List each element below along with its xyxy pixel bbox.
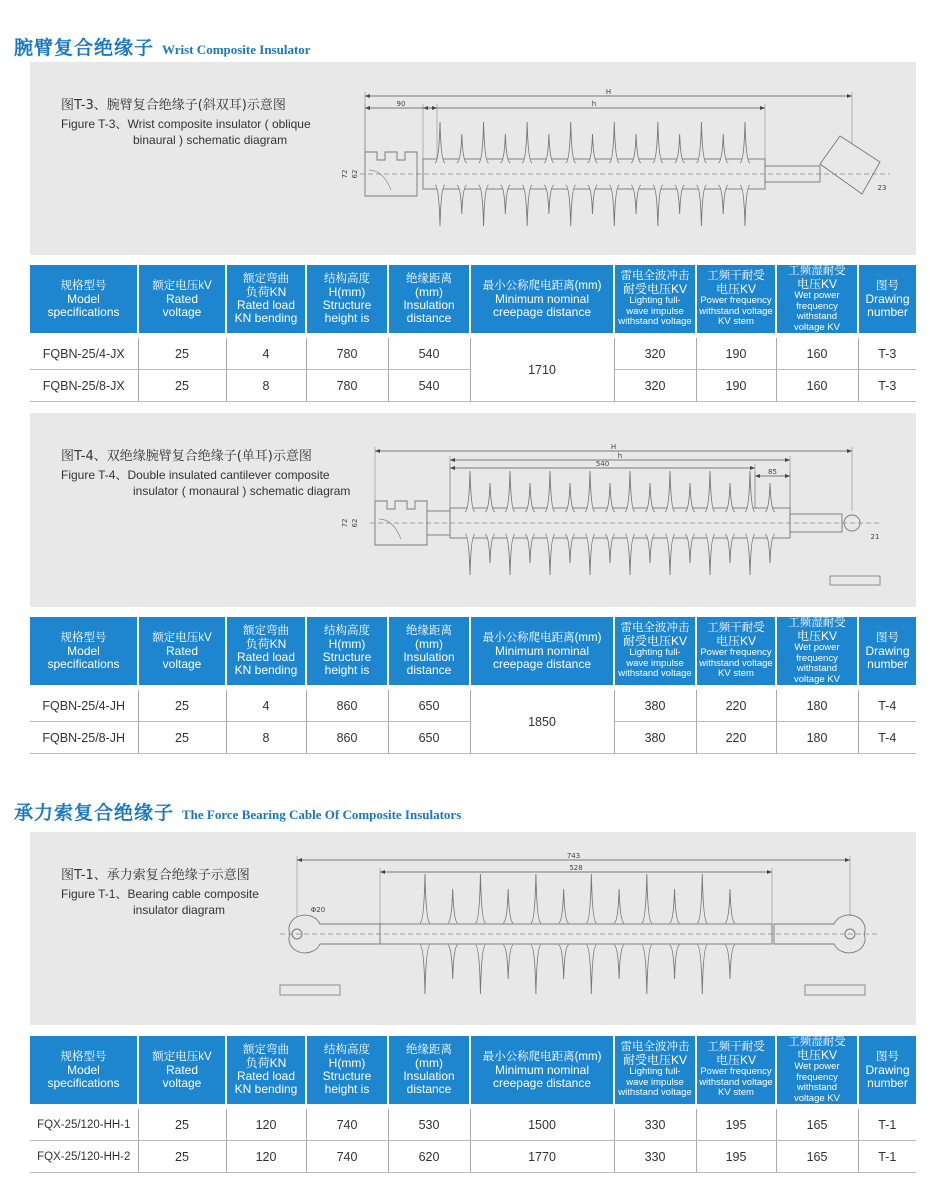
dim-540-label: 540 (595, 460, 610, 468)
cell-value: 165 (776, 1109, 858, 1141)
header-cn: 最小公称爬电距离(mm) (482, 1050, 602, 1063)
dim-H-label: H (605, 88, 612, 96)
dim-h-label: h (617, 452, 623, 460)
header-en: Structure (322, 298, 372, 312)
fitting-detail-left (280, 985, 340, 995)
column-header (776, 617, 858, 685)
cell-model: FQBN-25/4-JX (30, 338, 138, 370)
column-header (614, 265, 696, 333)
header-en: H(mm) (328, 637, 366, 651)
header-en: height is (324, 1082, 370, 1096)
header-en: Lighting full- (629, 647, 681, 659)
header-en: Model (67, 643, 100, 658)
header-en: Wet power (794, 1061, 840, 1072)
cell-value: 165 (776, 1141, 858, 1173)
column-header (30, 617, 138, 685)
header-en: height is (324, 663, 370, 677)
header-en: (mm) (415, 1056, 443, 1070)
header-cn: 工频干耐受 (707, 1041, 765, 1054)
cell-value: 860 (306, 722, 388, 754)
header-cn: 最小公称爬电距离(mm) (482, 279, 602, 292)
dim-72: 72 (341, 518, 349, 528)
dim-528-label: 528 (569, 864, 583, 872)
caption-cn: 图T-4、双绝缘腕臂复合绝缘子(单耳)示意图 (61, 449, 312, 464)
header-en: Rated load (236, 1069, 296, 1083)
dim-62: 62 (351, 169, 359, 179)
table-row (30, 690, 916, 722)
cell-value: 330 (614, 1141, 696, 1173)
column-header (388, 1036, 470, 1104)
cell-value: T-3 (858, 338, 916, 370)
header-cn: 工频湿耐受 (788, 265, 846, 277)
caption-en-cont: insulator ( monaural ) schematic diagram (133, 484, 351, 498)
caption-en-cont: binaural ) schematic diagram (133, 133, 288, 147)
header-cn: 绝缘距离 (406, 1044, 452, 1056)
header-en: number (867, 656, 908, 671)
cell-value: 195 (696, 1109, 776, 1141)
header-en: Insulation (403, 1069, 455, 1083)
header-en: Power frequency (700, 295, 772, 307)
table-row (30, 338, 916, 370)
header-cn: 图号 (876, 631, 899, 644)
header-cn: 图号 (876, 1050, 899, 1063)
column-header (138, 617, 226, 685)
cell-creepage: 1710 (470, 338, 614, 402)
insulator-drawing (30, 62, 916, 256)
header-en: KN bending (234, 311, 298, 325)
header-en: Model (67, 291, 100, 306)
header-en: Model (67, 1062, 100, 1077)
section-title-wrist (14, 33, 311, 60)
header-en: Minimum nominal (494, 1062, 590, 1077)
column-header (306, 617, 388, 685)
spec-table-t1 (30, 1036, 916, 1173)
header-cn: 结构高度 (324, 625, 370, 637)
caption-en: Figure T-3、Wrist composite insulator ( oblique (61, 117, 311, 131)
cell-value: 530 (388, 1109, 470, 1141)
column-header (696, 265, 776, 333)
header-en: Insulation (403, 650, 455, 664)
header-en: voltage (162, 1075, 202, 1090)
header-en: withstand voltage (618, 316, 692, 328)
header-cn: 绝缘距离 (406, 625, 452, 637)
insulator-drawing (30, 832, 916, 1026)
section-title-en: Wrist Composite Insulator (162, 42, 311, 57)
header-en: Wet power (794, 290, 840, 301)
cell-value: 650 (388, 722, 470, 754)
header-row (30, 617, 916, 685)
header-en: distance (406, 311, 452, 325)
column-header (470, 617, 614, 685)
cell-value: 120 (226, 1141, 306, 1173)
section-title-en: The Force Bearing Cable Of Composite Insulators (182, 807, 462, 822)
header-en: creepage distance (492, 304, 592, 319)
cell-value: T-4 (858, 722, 916, 754)
header-en: Wet power (794, 642, 840, 653)
header-en: Lighting full- (629, 1066, 681, 1078)
cell-value: 860 (306, 690, 388, 722)
column-header (696, 1036, 776, 1104)
column-header (226, 617, 306, 685)
cell-value: 540 (388, 370, 470, 402)
header-en: 电压KV (796, 629, 837, 643)
header-en: Minimum nominal (494, 291, 590, 306)
dim-743-label: 743 (566, 852, 581, 860)
header-en: wave impulse (626, 657, 684, 669)
dim-72: 72 (341, 169, 349, 179)
header-cn: 工频干耐受 (707, 270, 765, 283)
cell-value: T-3 (858, 370, 916, 402)
header-en: withstand voltage (699, 305, 773, 317)
header-en: 耐受电压KV (622, 634, 687, 649)
caption-en: Figure T-1、Bearing cable composite (61, 887, 259, 901)
header-en: KV stem (718, 1087, 754, 1099)
header-cn: 额定弯曲 (243, 273, 289, 285)
header-cn: 额定电压kV (152, 279, 212, 292)
header-en: specifications (47, 1075, 120, 1090)
cell-model: FQBN-25/4-JH (30, 690, 138, 722)
header-en: wave impulse (626, 1076, 684, 1088)
header-cn: 工频湿耐受 (788, 617, 846, 629)
figure-panel-t4 (30, 413, 916, 607)
header-en: creepage distance (492, 1075, 592, 1090)
column-header (226, 265, 306, 333)
cell-value: 320 (614, 370, 696, 402)
cell-value: 220 (696, 722, 776, 754)
header-cn: 规格型号 (60, 631, 107, 644)
header-en: (mm) (415, 637, 443, 651)
header-en: H(mm) (328, 285, 366, 299)
cell-value: 740 (306, 1109, 388, 1141)
header-en: Drawing (865, 1062, 910, 1077)
cell-value: 780 (306, 338, 388, 370)
caption-cn: 图T-1、承力索复合绝缘子示意图 (61, 868, 250, 883)
header-en: Power frequency (700, 647, 772, 659)
header-cn: 工频干耐受 (707, 622, 765, 635)
header-en: KN bending (234, 663, 298, 677)
header-en: withstand voltage (618, 668, 692, 680)
header-cn: 雷电全波冲击 (620, 1041, 690, 1054)
header-en: voltage (162, 656, 202, 671)
cell-model: FQBN-25/8-JX (30, 370, 138, 402)
header-cn: 雷电全波冲击 (620, 270, 690, 283)
header-en: Drawing (865, 643, 910, 658)
header-en: number (867, 304, 908, 319)
header-en: voltage (162, 304, 202, 319)
fitting-detail-right (805, 985, 865, 995)
cell-value: 4 (226, 338, 306, 370)
cell-value: 25 (138, 370, 226, 402)
cell-value: T-1 (858, 1109, 916, 1141)
header-en: Rated (165, 643, 199, 658)
header-en: voltage KV (794, 1092, 840, 1104)
cell-value: 540 (388, 338, 470, 370)
column-header (306, 265, 388, 333)
header-en: 负荷KN (245, 285, 287, 299)
header-en: Insulation (403, 298, 455, 312)
header-cn: 结构高度 (324, 1044, 370, 1056)
section-title-cn: 腕臂复合绝缘子 (14, 37, 155, 59)
header-en: 电压KV (715, 282, 756, 297)
table-row (30, 1109, 916, 1141)
column-header (388, 265, 470, 333)
dim-H-label: H (610, 443, 617, 451)
dim-h-label: h (591, 100, 597, 108)
column-header (696, 617, 776, 685)
cell-value: 180 (776, 690, 858, 722)
cell-value: 1500 (470, 1109, 614, 1141)
header-en: 电压KV (715, 634, 756, 649)
caption-en: Figure T-4、Double insulated cantilever composite (61, 468, 330, 482)
header-en: withstand voltage (699, 657, 773, 669)
header-cn: 结构高度 (324, 273, 370, 285)
column-header (30, 1036, 138, 1104)
cell-value: 8 (226, 722, 306, 754)
cell-creepage: 1850 (470, 690, 614, 754)
header-en: KV stem (718, 316, 754, 328)
dim-85-label: 85 (768, 468, 777, 476)
cell-value: 120 (226, 1109, 306, 1141)
header-cn: 绝缘距离 (406, 273, 452, 285)
figure-panel-t1 (30, 832, 916, 1025)
header-en: distance (406, 1082, 452, 1096)
cell-model: FQX-25/120-HH-1 (30, 1109, 138, 1141)
column-header (776, 265, 858, 333)
column-header (138, 1036, 226, 1104)
cell-value: 25 (138, 338, 226, 370)
column-header (470, 265, 614, 333)
cell-value: 1770 (470, 1141, 614, 1173)
eye-fitting-left (289, 915, 380, 953)
header-en: 耐受电压KV (622, 282, 687, 297)
ear-detail-view (830, 576, 880, 585)
header-en: height is (324, 311, 370, 325)
cell-value: 25 (138, 722, 226, 754)
column-header (138, 265, 226, 333)
header-en: withstand voltage (618, 1087, 692, 1099)
header-en: frequency withstand (796, 1071, 838, 1093)
header-en: specifications (47, 304, 120, 319)
header-en: 电压KV (715, 1053, 756, 1068)
cell-value: 25 (138, 690, 226, 722)
header-en: wave impulse (626, 305, 684, 317)
header-cn: 额定电压kV (152, 1050, 212, 1063)
header-en: Lighting full- (629, 295, 681, 307)
caption-en-cont: insulator diagram (133, 903, 226, 917)
cell-value: 650 (388, 690, 470, 722)
header-cn: 图号 (876, 279, 899, 292)
cell-model: FQX-25/120-HH-2 (30, 1141, 138, 1173)
column-header (776, 1036, 858, 1104)
header-en: voltage KV (794, 321, 840, 333)
cell-value: T-1 (858, 1141, 916, 1173)
header-cn: 规格型号 (60, 1050, 107, 1063)
header-en: Structure (322, 1069, 372, 1083)
header-row (30, 265, 916, 333)
column-header (614, 617, 696, 685)
cell-value: 330 (614, 1109, 696, 1141)
header-row (30, 1036, 916, 1104)
cell-value: 160 (776, 338, 858, 370)
column-header (614, 1036, 696, 1104)
figure-panel-t3 (30, 62, 916, 255)
caption-cn: 图T-3、腕臂复合绝缘子(斜双耳)示意图 (61, 98, 286, 113)
column-header (388, 617, 470, 685)
cell-value: 740 (306, 1141, 388, 1173)
header-en: 负荷KN (245, 637, 287, 651)
header-en: frequency withstand (796, 300, 838, 322)
header-en: voltage KV (794, 673, 840, 685)
header-en: number (867, 1075, 908, 1090)
cell-value: T-4 (858, 690, 916, 722)
header-cn: 雷电全波冲击 (620, 622, 690, 635)
spec-table-t4 (30, 617, 916, 754)
header-en: creepage distance (492, 656, 592, 671)
header-en: Rated load (236, 298, 296, 312)
cell-value: 4 (226, 690, 306, 722)
header-en: 电压KV (796, 277, 837, 291)
cell-value: 180 (776, 722, 858, 754)
dim-phi20: Φ20 (310, 906, 326, 914)
header-en: Drawing (865, 291, 910, 306)
header-cn: 额定弯曲 (243, 625, 289, 637)
header-en: 耐受电压KV (622, 1053, 687, 1068)
header-cn: 最小公称爬电距离(mm) (482, 631, 602, 644)
header-en: specifications (47, 656, 120, 671)
column-header (858, 1036, 916, 1104)
header-en: Rated (165, 1062, 199, 1077)
cell-value: 220 (696, 690, 776, 722)
header-en: Minimum nominal (494, 643, 590, 658)
header-en: distance (406, 663, 452, 677)
cell-value: 195 (696, 1141, 776, 1173)
header-en: Power frequency (700, 1066, 772, 1078)
column-header (858, 617, 916, 685)
column-header (470, 1036, 614, 1104)
header-en: Structure (322, 650, 372, 664)
dim-62: 62 (351, 518, 359, 528)
header-en: frequency withstand (796, 652, 838, 674)
header-en: 电压KV (796, 1048, 837, 1062)
cell-value: 380 (614, 690, 696, 722)
cell-value: 160 (776, 370, 858, 402)
cell-value: 380 (614, 722, 696, 754)
cell-value: 25 (138, 1109, 226, 1141)
column-header (30, 265, 138, 333)
header-en: Rated load (236, 650, 296, 664)
header-cn: 额定电压kV (152, 631, 212, 644)
dim-90-label: 90 (396, 100, 406, 108)
header-en: KN bending (234, 1082, 298, 1096)
insulator-drawing (30, 413, 916, 607)
section-title-cn: 承力索复合绝缘子 (14, 802, 175, 824)
dim-23: 23 (877, 184, 887, 192)
cell-value: 8 (226, 370, 306, 402)
cell-value: 190 (696, 338, 776, 370)
table-row (30, 1141, 916, 1173)
column-header (226, 1036, 306, 1104)
header-en: 负荷KN (245, 1056, 287, 1070)
cell-value: 190 (696, 370, 776, 402)
header-cn: 工频湿耐受 (788, 1036, 846, 1048)
column-header (306, 1036, 388, 1104)
header-cn: 规格型号 (60, 279, 107, 292)
oblique-ear-fitting (820, 136, 880, 194)
section-title-cable (14, 798, 461, 825)
header-en: withstand voltage (699, 1076, 773, 1088)
header-en: H(mm) (328, 1056, 366, 1070)
dim-21: 21 (870, 533, 880, 541)
cell-value: 620 (388, 1141, 470, 1173)
header-en: Rated (165, 291, 199, 306)
header-en: (mm) (415, 285, 443, 299)
cell-value: 320 (614, 338, 696, 370)
header-en: KV stem (718, 668, 754, 680)
cell-value: 25 (138, 1141, 226, 1173)
cell-model: FQBN-25/8-JH (30, 722, 138, 754)
header-cn: 额定弯曲 (243, 1044, 289, 1056)
spec-table-t3 (30, 265, 916, 402)
cell-value: 780 (306, 370, 388, 402)
column-header (858, 265, 916, 333)
